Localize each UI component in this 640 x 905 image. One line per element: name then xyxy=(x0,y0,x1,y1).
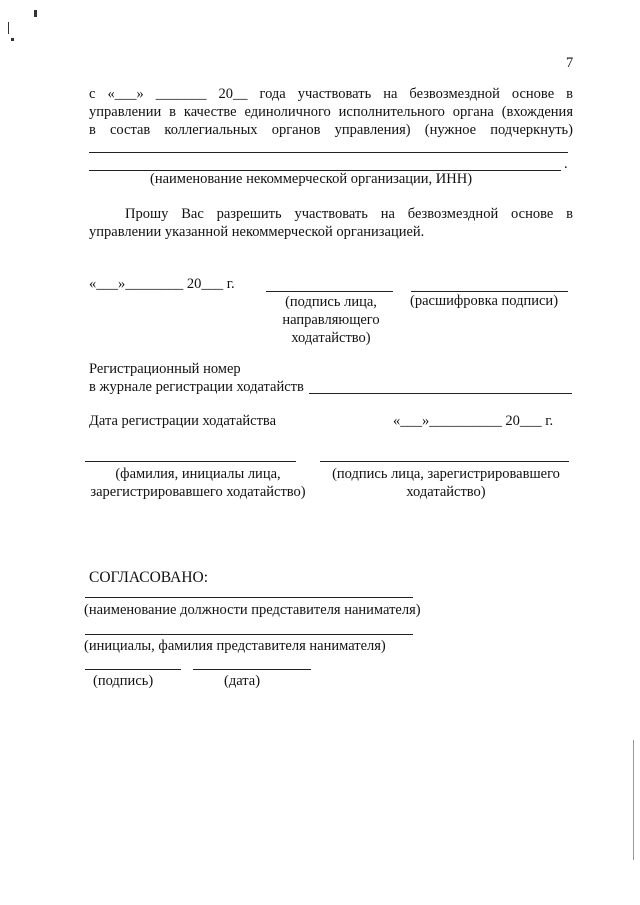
request-line-2: управлении указанной некоммерческой организацией. xyxy=(89,224,425,240)
request-line-1: Прошу Вас разрешить участвовать на безвозмездной основе в xyxy=(125,206,573,222)
approval-date-line xyxy=(193,669,311,670)
registration-date-value: «___»__________ 20___ г. xyxy=(393,413,554,429)
scan-mark xyxy=(633,740,634,860)
approver-name-line xyxy=(85,634,413,635)
approver-signature-line xyxy=(85,669,181,670)
approval-date-caption: (дата) xyxy=(224,673,261,689)
intro-line-2: управлении в качестве единоличного исполнительного органа (вхождения xyxy=(89,104,573,120)
applicant-signature-caption: (подпись лица, направляющего ходатайство) xyxy=(282,294,380,346)
approver-position-line xyxy=(85,597,413,598)
registration-number-label-1: Регистрационный номер xyxy=(89,361,241,377)
applicant-signature-line xyxy=(266,291,393,292)
approver-signature-caption: (подпись) xyxy=(93,673,154,689)
org-caption: (наименование некоммерческой организации, ИНН) xyxy=(150,171,473,187)
registrar-signature-caption: (подпись лица, зарегистрировавшего ходатайство) xyxy=(332,466,560,500)
registrar-name-caption: (фамилия, инициалы лица, зарегистрировавшего ходатайство) xyxy=(90,466,306,500)
registration-number-label-2: в журнале регистрации ходатайств xyxy=(89,379,304,395)
page-number: 7 xyxy=(566,55,574,71)
approver-position-caption: (наименование должности представителя нанимателя) xyxy=(84,602,421,618)
applicant-decoding-line xyxy=(411,291,568,292)
approval-heading: СОГЛАСОВАНО: xyxy=(89,569,209,586)
registration-date-label: Дата регистрации ходатайства xyxy=(89,413,276,429)
approver-name-caption: (инициалы, фамилия представителя нанимателя) xyxy=(84,638,386,654)
registrar-name-line xyxy=(85,461,296,462)
scan-mark xyxy=(11,38,14,41)
registrar-signature-line xyxy=(320,461,569,462)
applicant-decoding-caption: (расшифровка подписи) xyxy=(410,293,559,309)
scan-mark xyxy=(8,22,9,34)
registration-number-line xyxy=(309,393,572,394)
intro-line-1: с «___» _______ 20__ года участвовать на безвозмездной основе в xyxy=(89,86,573,102)
application-date: «___»________ 20___ г. xyxy=(89,276,235,292)
org-name-line-1 xyxy=(89,152,568,153)
period-mark: . xyxy=(564,156,568,172)
intro-line-3: в состав коллегиальных органов управления) (нужное подчеркнуть) xyxy=(89,122,573,138)
scan-mark xyxy=(34,10,37,17)
